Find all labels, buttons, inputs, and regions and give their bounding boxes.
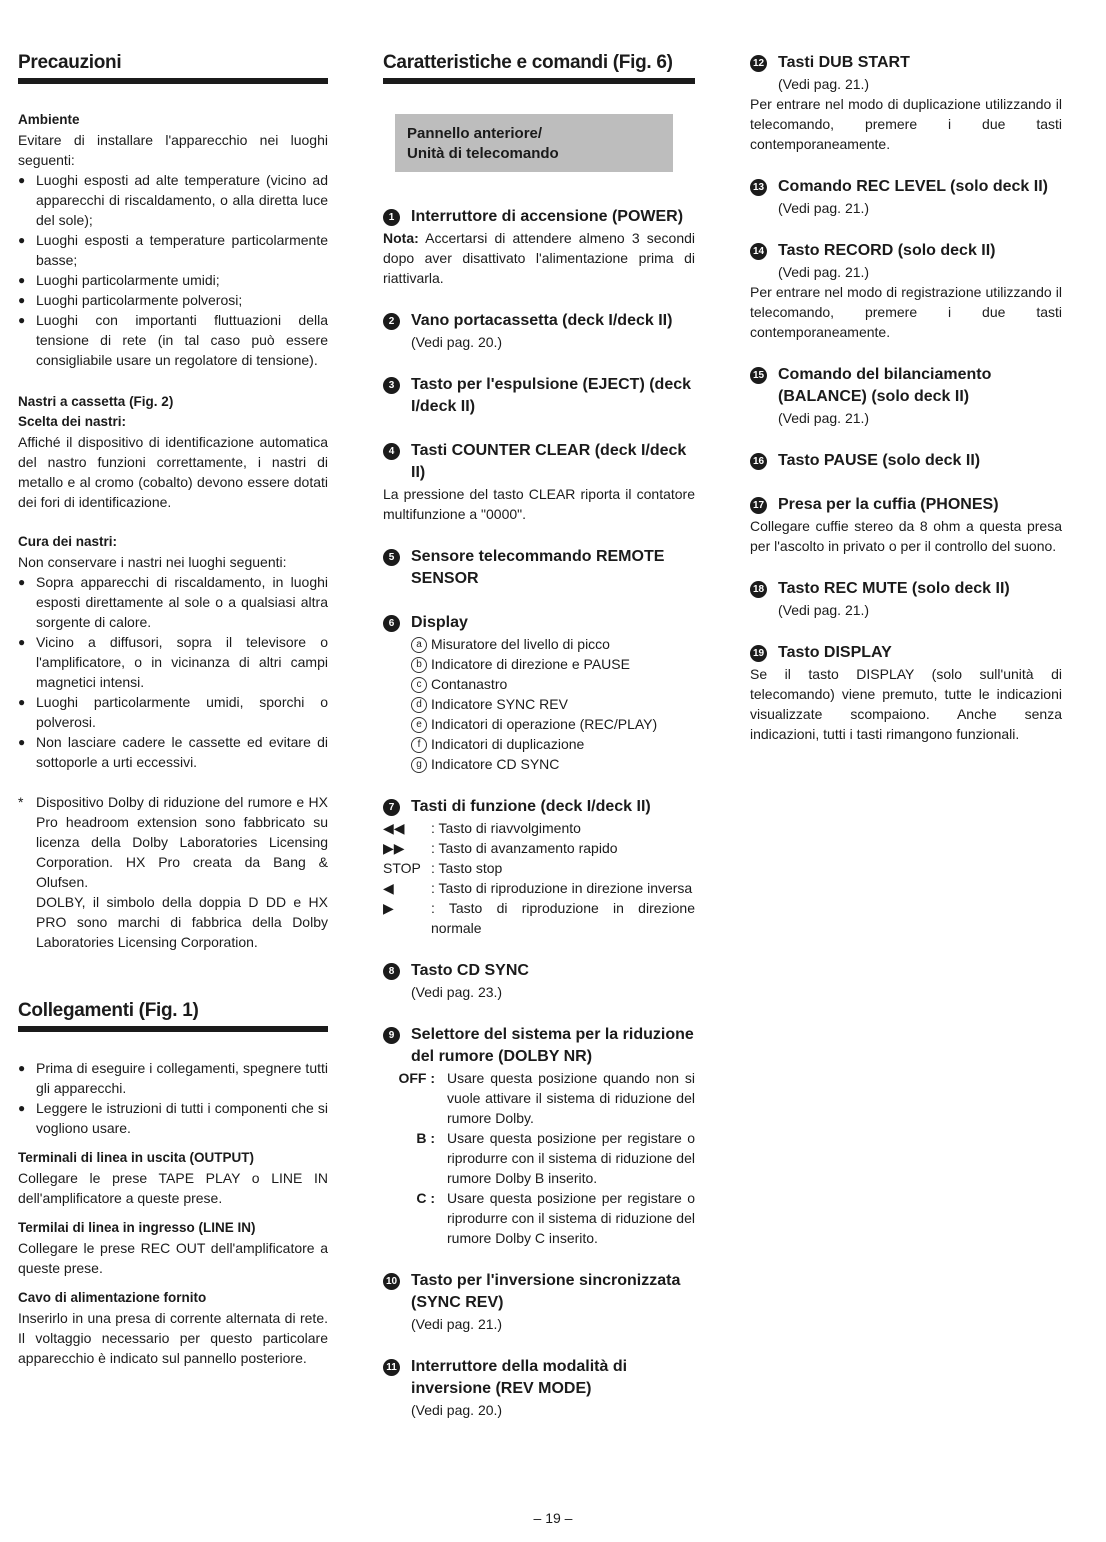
item-title: Sensore telecommando REMOTE SENSOR [411, 548, 665, 587]
number-badge: 10 [383, 1273, 400, 1290]
dolby-nr-list [383, 1068, 695, 1248]
list-item: C : Usare questa posizione per registare o riprodurre con il sistema di riduzione del rumore Dolby C inserito. [416, 1190, 695, 1246]
panel-heading-box [395, 114, 673, 172]
item-title: Vano portacassetta (deck I/deck II) [411, 312, 673, 329]
list-item: g Indicatore CD SYNC [411, 754, 695, 774]
section-title-collegamenti: Collegamenti (Fig. 1) [18, 1000, 328, 1032]
item-title: Tasto PAUSE (solo deck II) [778, 452, 981, 469]
number-badge: 19 [750, 645, 767, 662]
cavo-text: Inserirlo in una presa di corrente alternata di rete. Il voltaggio necessario per questo particolare apparecchio è indicato sul pannello posteriore. [18, 1310, 328, 1366]
asterisk-mark: * [18, 794, 24, 810]
list-item: ● Non lasciare cadere le cassette ed evitare di sottoporle a urti eccessivi. [18, 732, 328, 772]
item-title: Interruttore di accensione (POWER) [411, 208, 684, 225]
number-badge: 14 [750, 243, 767, 260]
item-sync-rev [383, 1270, 695, 1334]
panel-heading-line-2: Unità di telecomando [407, 145, 559, 162]
item-balance [750, 364, 1062, 428]
list-item: ● Prima di eseguire i collegamenti, spegnere tutti gli apparecchi. [18, 1058, 328, 1098]
item-remote-sensor [383, 546, 695, 590]
item-text: Collegare cuffie stereo da 8 ohm a questa presa per l'ascolto in privato o per il controllo del suono. [750, 518, 1062, 554]
column-right [750, 52, 1062, 766]
cavo-heading: Cavo di alimentazione fornito [18, 1290, 207, 1305]
list-item: ◀◀ : Tasto di riavvolgimento [383, 820, 581, 836]
item-title: Tasto per l'inversione sincronizzata (SYNC REV) [411, 1272, 681, 1311]
item-dub-start [750, 52, 1062, 154]
number-badge: 7 [383, 799, 400, 816]
number-badge: 15 [750, 367, 767, 384]
number-badge: 8 [383, 963, 400, 980]
number-badge: 2 [383, 313, 400, 330]
list-item: ● Leggere le istruzioni di tutti i componenti che si vogliono usare. [18, 1098, 328, 1138]
item-text: Per entrare nel modo di registrazione utilizzando il telecomando, premere i due tasti contemporaneamente. [750, 284, 1062, 340]
column-middle [383, 52, 695, 1442]
item-note [383, 228, 695, 288]
note-label: Nota: [383, 230, 419, 246]
cura-list [18, 572, 328, 772]
item-title: Comando del bilanciamento (BALANCE) (solo deck II) [778, 366, 992, 405]
item-vano [383, 310, 695, 352]
list-item: ◀ : Tasto di riproduzione in direzione inversa [383, 880, 693, 896]
list-item: ▶▶ : Tasto di avanzamento rapido [383, 840, 618, 856]
dolby-note-text-1: Dispositivo Dolby di riduzione del rumore e HX Pro headroom extension sono fabbricato su licenza della Dolby Laboratories Licensing Corporation. HX Pro creata da Bang & Olufsen. [36, 794, 328, 890]
number-badge: 4 [383, 443, 400, 460]
number-badge: 12 [750, 55, 767, 72]
item-ref: (Vedi pag. 23.) [411, 984, 503, 1000]
item-rec-mute [750, 578, 1062, 620]
number-badge: 11 [383, 1359, 400, 1376]
item-cd-sync [383, 960, 695, 1002]
item-rec-level [750, 176, 1062, 218]
scelta-text: Affiché il dispositivo di identificazione automatica del nastro funzioni correttamente, i nastri di metallo e al cromo (cobalto) devono essere dotati dei fori di identificazione. [18, 434, 328, 510]
rewind-icon: ◀◀ [383, 820, 405, 836]
item-power [383, 206, 695, 288]
number-badge: 5 [383, 549, 400, 566]
dolby-note-text-2: DOLBY, il simbolo della doppia D DD e HX PRO sono marchi di fabbrica della Dolby Laboratories Licensing Corporation. [36, 894, 328, 950]
item-title: Selettore del sistema per la riduzione del rumore (DOLBY NR) [411, 1026, 694, 1065]
list-item: ● Sopra apparecchi di riscaldamento, in luoghi esposti direttamente al sole o a qualsiasi altra sorgente di calore. [18, 572, 328, 632]
item-text: Se il tasto DISPLAY (solo sull'unità di telecomando) viene premuto, tutte le indicazioni visualizzate scompaiono. Anche senza indicazioni, tutti i tasti rimangono funzionali. [750, 666, 1062, 742]
fast-forward-icon: ▶▶ [383, 840, 405, 856]
item-title: Presa per la cuffia (PHONES) [778, 496, 999, 513]
item-ref: (Vedi pag. 20.) [411, 334, 503, 350]
item-title: Tasti di funzione (deck I/deck II) [411, 798, 651, 815]
cura-heading: Cura dei nastri: [18, 534, 118, 549]
list-item: B : Usare questa posizione per registare o riprodurre con il sistema di riduzione del rumore Dolby B inserito. [416, 1130, 695, 1186]
list-item: ● Luoghi particolarmente umidi; [18, 270, 328, 290]
reverse-play-icon: ◀ [383, 880, 394, 896]
item-dolby-nr [383, 1024, 695, 1248]
item-display-key [750, 642, 1062, 744]
item-text: La pressione del tasto CLEAR riporta il contatore multifunzione a "0000". [383, 486, 695, 522]
item-ref: (Vedi pag. 20.) [411, 1402, 503, 1418]
play-icon: ▶ [383, 900, 394, 916]
number-badge: 9 [383, 1027, 400, 1044]
item-function-keys [383, 796, 695, 938]
note-text: Accertarsi di attendere almeno 3 secondi dopo aver disattivato l'alimentazione prima di riattivarla. [383, 230, 695, 286]
linein-text: Collegare le prese REC OUT dell'amplificatore a queste prese. [18, 1240, 328, 1276]
list-item: c Contanastro [411, 674, 695, 694]
cura-intro: Non conservare i nastri nei luoghi seguenti: [18, 554, 287, 570]
item-title: Tasto per l'espulsione (EJECT) (deck I/deck II) [411, 376, 692, 415]
item-title: Tasto DISPLAY [778, 644, 892, 661]
item-ref: (Vedi pag. 21.) [778, 200, 870, 216]
dolby-note [18, 792, 328, 952]
column-left [18, 52, 328, 1368]
item-rev-mode [383, 1356, 695, 1420]
list-item: f Indicatori di duplicazione [411, 734, 695, 754]
nastri-heading: Nastri a cassetta (Fig. 2) [18, 394, 174, 409]
number-badge: 18 [750, 581, 767, 598]
item-title: Tasto CD SYNC [411, 962, 529, 979]
display-sub-list [383, 634, 695, 774]
list-item: ● Vicino a diffusori, sopra il televisore o l'amplificatore, o in vicinanza di altri campi magnetici intensi. [18, 632, 328, 692]
list-item: STOP : Tasto stop [383, 860, 503, 876]
list-item: b Indicatore di direzione e PAUSE [411, 654, 695, 674]
collegamenti-list [18, 1058, 328, 1138]
list-item: OFF : Usare questa posizione quando non si vuole attivare il sistema di riduzione del rumore Dolby. [398, 1070, 695, 1126]
section-title-caratteristiche: Caratteristiche e comandi (Fig. 6) [383, 52, 695, 84]
number-badge: 16 [750, 453, 767, 470]
stop-label: STOP [383, 860, 421, 876]
panel-heading-line-1: Pannello anteriore/ [407, 125, 543, 142]
item-title: Comando REC LEVEL (solo deck II) [778, 178, 1048, 195]
ambiente-list [18, 170, 328, 370]
number-badge: 1 [383, 209, 400, 226]
item-pause [750, 450, 1062, 472]
item-ref: (Vedi pag. 21.) [778, 264, 870, 280]
item-record [750, 240, 1062, 342]
section-title-precauzioni: Precauzioni [18, 52, 328, 84]
number-badge: 13 [750, 179, 767, 196]
item-title: Tasto RECORD (solo deck II) [778, 242, 996, 259]
number-badge: 3 [383, 377, 400, 394]
list-item: ▶ : Tasto di riproduzione in direzione normale [383, 900, 695, 936]
item-eject [383, 374, 695, 418]
item-ref: (Vedi pag. 21.) [411, 1316, 503, 1332]
item-phones [750, 494, 1062, 556]
item-title: Tasti COUNTER CLEAR (deck I/deck II) [411, 442, 687, 481]
list-item: ● Luoghi con importanti fluttuazioni della tensione di rete (in tal caso può essere consigliabile usare un regolatore di tensione). [18, 310, 328, 370]
item-ref: (Vedi pag. 21.) [778, 410, 870, 426]
list-item: a Misuratore del livello di picco [411, 634, 695, 654]
scelta-heading: Scelta dei nastri: [18, 414, 127, 429]
list-item: e Indicatori di operazione (REC/PLAY) [411, 714, 695, 734]
item-ref: (Vedi pag. 21.) [778, 76, 870, 92]
item-title: Interruttore della modalità di inversione (REV MODE) [411, 1358, 628, 1397]
item-title: Tasti DUB START [778, 54, 910, 71]
list-item: d Indicatore SYNC REV [411, 694, 695, 714]
item-display [383, 612, 695, 774]
page-number: – 19 – [533, 1510, 573, 1526]
item-ref: (Vedi pag. 21.) [778, 602, 870, 618]
number-badge: 6 [383, 615, 400, 632]
list-item: ● Luoghi particolarmente umidi, sporchi o polverosi. [18, 692, 328, 732]
function-key-list [383, 818, 695, 938]
item-counter-clear [383, 440, 695, 524]
ambiente-intro: Evitare di installare l'apparecchio nei luoghi seguenti: [18, 132, 328, 168]
list-item: ● Luoghi esposti a temperature particolarmente basse; [18, 230, 328, 270]
ambiente-heading: Ambiente [18, 112, 80, 127]
item-text: Per entrare nel modo di duplicazione utilizzando il telecomando, premere i due tasti contemporaneamente. [750, 96, 1062, 152]
item-title: Display [411, 614, 468, 631]
number-badge: 17 [750, 497, 767, 514]
linein-heading: Termilai di linea in ingresso (LINE IN) [18, 1220, 256, 1235]
list-item: ● Luoghi esposti ad alte temperature (vicino ad apparecchi di riscaldamento, o alla diretta luce del sole); [18, 170, 328, 230]
list-item: ● Luoghi particolarmente polverosi; [18, 290, 328, 310]
output-heading: Terminali di linea in uscita (OUTPUT) [18, 1150, 255, 1165]
item-title: Tasto REC MUTE (solo deck II) [778, 580, 1010, 597]
output-text: Collegare le prese TAPE PLAY o LINE IN dell'amplificatore a queste prese. [18, 1170, 328, 1206]
